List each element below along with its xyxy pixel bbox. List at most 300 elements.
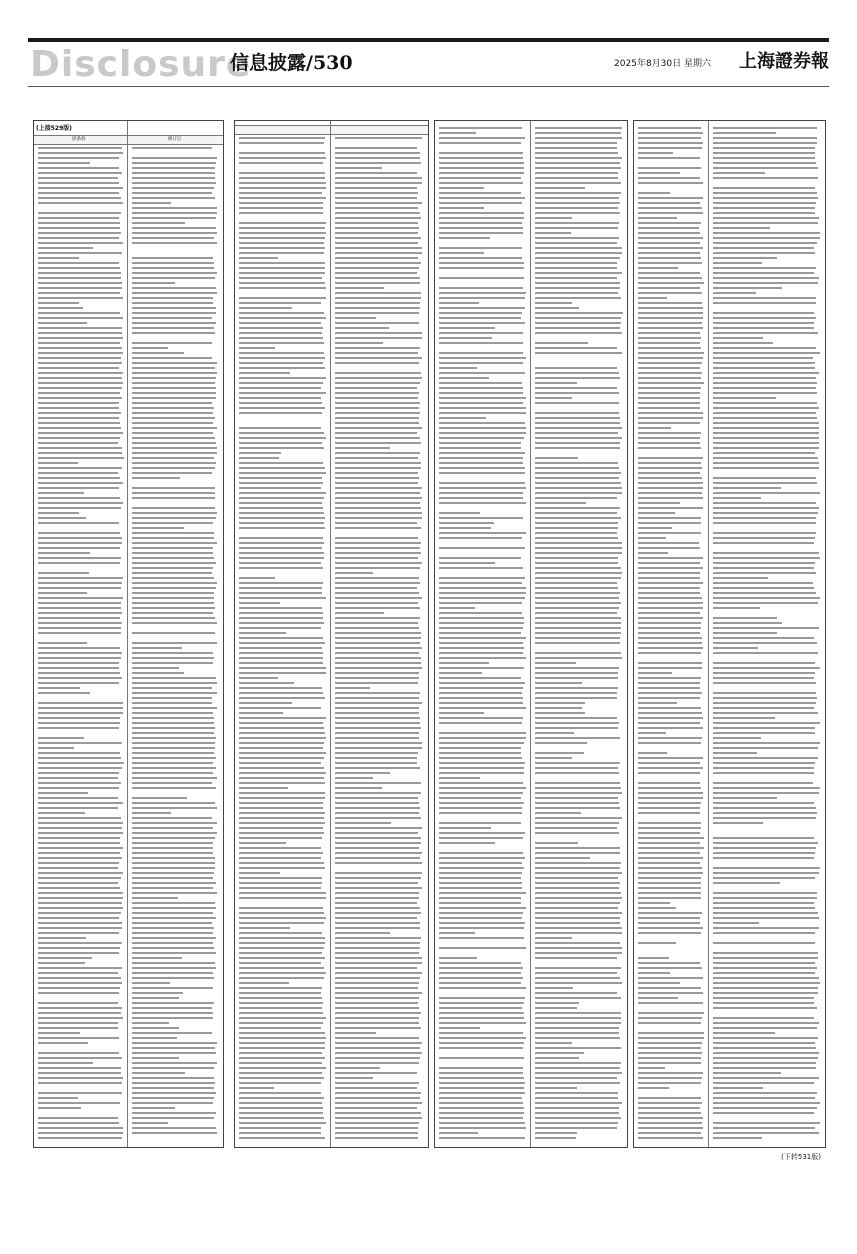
text-line [535, 757, 572, 759]
text-line [535, 332, 622, 334]
text-line [535, 157, 622, 159]
text-line [335, 167, 382, 169]
text-line [535, 1037, 620, 1039]
text-line [713, 1117, 821, 1119]
text-line [132, 332, 215, 334]
text-line [439, 162, 524, 164]
text-line [439, 812, 522, 814]
text-line [38, 332, 122, 334]
text-line [439, 387, 523, 389]
text-line [439, 302, 479, 304]
text-line [239, 537, 323, 539]
text-line [713, 797, 777, 799]
text-line [439, 412, 526, 414]
text-line [439, 377, 489, 379]
text-line [335, 522, 417, 524]
text-line [132, 727, 215, 729]
text-line [335, 937, 421, 939]
text-line [239, 467, 325, 469]
text-line [638, 927, 703, 929]
text-line [132, 402, 212, 404]
text-line [239, 197, 326, 199]
text-line [38, 157, 119, 159]
text-line [713, 347, 816, 349]
text-line [38, 702, 123, 704]
text-line [239, 767, 324, 769]
text-line [439, 1137, 525, 1139]
text-line [535, 1132, 577, 1134]
text-line [439, 587, 526, 589]
text-line [713, 742, 820, 744]
text-line [38, 757, 121, 759]
text-line [38, 487, 119, 489]
text-line [239, 222, 326, 224]
text-line [132, 782, 212, 784]
text-line [132, 272, 217, 274]
text-line [38, 507, 121, 509]
text-line [239, 352, 324, 354]
text-line [713, 737, 761, 739]
text-line [638, 527, 672, 529]
text-line [713, 642, 817, 644]
text-line [335, 232, 418, 234]
text-line [535, 662, 576, 664]
text-line [239, 697, 325, 699]
text-line [638, 1102, 702, 1104]
text-line [38, 1057, 122, 1059]
text-line [132, 222, 185, 224]
text-line [239, 567, 323, 569]
text-line [439, 217, 524, 219]
text-line [713, 707, 814, 709]
text-line [439, 792, 523, 794]
table-column-divider [708, 121, 709, 1147]
text-line [239, 557, 324, 559]
text-line [239, 357, 325, 359]
text-line [38, 427, 121, 429]
text-line [38, 1082, 122, 1084]
text-line [535, 397, 572, 399]
text-line [132, 617, 215, 619]
text-line [38, 587, 121, 589]
text-line [38, 517, 86, 519]
text-line [713, 682, 816, 684]
text-line [239, 582, 323, 584]
text-line [38, 402, 119, 404]
text-line [38, 472, 118, 474]
text-line [439, 742, 524, 744]
text-line [239, 647, 322, 649]
text-line [535, 542, 622, 544]
text-line [239, 932, 322, 934]
text-line [38, 302, 79, 304]
text-line [535, 592, 620, 594]
text-line [713, 657, 821, 659]
text-line [132, 567, 213, 569]
text-line [638, 362, 702, 364]
text-line [638, 512, 675, 514]
text-line [38, 882, 118, 884]
text-line [439, 947, 526, 949]
text-line [439, 657, 526, 659]
text-line [132, 452, 217, 454]
text-line [713, 232, 820, 234]
text-line [535, 977, 620, 979]
text-line [132, 967, 216, 969]
text-line [713, 362, 815, 364]
text-line [239, 1037, 326, 1039]
text-line [439, 482, 525, 484]
text-line [439, 907, 526, 909]
text-line [713, 262, 762, 264]
text-line [535, 572, 622, 574]
text-line [439, 962, 521, 964]
text-line [638, 672, 672, 674]
text-line [713, 552, 819, 554]
text-line [335, 482, 418, 484]
text-line [439, 632, 521, 634]
text-line [335, 747, 422, 749]
text-line [132, 482, 218, 484]
text-line [132, 872, 214, 874]
text-line [439, 757, 522, 759]
text-line [335, 467, 421, 469]
text-line [38, 1007, 122, 1009]
text-line [713, 692, 816, 694]
text-line [239, 497, 324, 499]
text-line [638, 932, 701, 934]
text-line [335, 1067, 380, 1069]
text-line [239, 1007, 322, 1009]
text-line [439, 1002, 524, 1004]
text-line [713, 397, 776, 399]
text-line [132, 862, 215, 864]
text-line [638, 1137, 703, 1139]
text-line [38, 857, 122, 859]
text-line [638, 727, 703, 729]
text-line [335, 257, 418, 259]
text-line [335, 1027, 421, 1029]
text-line [335, 557, 418, 559]
text-line [713, 872, 819, 874]
text-line [38, 762, 124, 764]
text-line [335, 802, 419, 804]
text-line [439, 342, 523, 344]
text-line [439, 647, 524, 649]
text-line [535, 577, 621, 579]
text-line [713, 917, 819, 919]
text-line [535, 747, 623, 749]
text-line [239, 407, 325, 409]
text-line [638, 232, 700, 234]
text-line [239, 672, 326, 674]
text-line [38, 887, 120, 889]
text-line [239, 957, 325, 959]
text-line [132, 342, 212, 344]
text-line [535, 432, 618, 434]
text-line [713, 747, 818, 749]
text-line [239, 1002, 323, 1004]
text-line [132, 397, 216, 399]
text-line [38, 792, 88, 794]
text-line [638, 222, 701, 224]
text-line [132, 327, 214, 329]
text-line [335, 1002, 418, 1004]
text-line [713, 922, 759, 924]
text-line [535, 492, 622, 494]
text-line [535, 437, 622, 439]
text-line [239, 432, 324, 434]
text-line [38, 747, 74, 749]
text-line [132, 257, 213, 259]
text-line [132, 347, 168, 349]
text-line [535, 812, 581, 814]
text-line [638, 737, 702, 739]
text-line [439, 1107, 524, 1109]
text-line [439, 232, 523, 234]
text-line [38, 877, 121, 879]
text-line [638, 972, 670, 974]
text-line [335, 1077, 373, 1079]
text-line [132, 1107, 175, 1109]
text-line [335, 452, 420, 454]
text-line [638, 802, 701, 804]
text-line [132, 557, 214, 559]
text-line [239, 827, 323, 829]
text-line [38, 1112, 124, 1114]
text-line [38, 672, 120, 674]
text-line [335, 702, 422, 704]
text-line [335, 562, 422, 564]
text-line [335, 822, 391, 824]
text-line [535, 1097, 618, 1099]
text-line [239, 192, 322, 194]
text-line [38, 662, 119, 664]
text-line [535, 287, 620, 289]
text-line [239, 547, 322, 549]
text-line [132, 197, 215, 199]
text-line [439, 952, 527, 954]
text-line [335, 737, 419, 739]
text-line [713, 792, 819, 794]
text-line [713, 1137, 762, 1139]
text-line [638, 817, 704, 819]
text-line [132, 1047, 215, 1049]
text-line [132, 852, 213, 854]
text-line [713, 1022, 819, 1024]
text-line [713, 932, 815, 934]
text-line [638, 657, 704, 659]
text-line [638, 717, 703, 719]
text-line [439, 442, 521, 444]
text-line [38, 697, 124, 699]
text-line [439, 382, 522, 384]
text-line [535, 127, 622, 129]
text-line [439, 582, 522, 584]
text-line [335, 897, 419, 899]
text-line [132, 1127, 216, 1129]
text-line [239, 187, 326, 189]
text-line [239, 847, 321, 849]
text-line [335, 1107, 417, 1109]
text-line [132, 932, 213, 934]
text-line [239, 417, 327, 419]
text-line [335, 782, 421, 784]
text-line [638, 1122, 702, 1124]
table-header-band [235, 125, 428, 135]
text-line [535, 1032, 619, 1034]
text-line [132, 262, 214, 264]
text-line [439, 362, 523, 364]
text-line [38, 682, 119, 684]
text-line [38, 852, 120, 854]
text-line [713, 217, 819, 219]
text-line [132, 692, 217, 694]
text-line [439, 247, 522, 249]
text-line [335, 927, 420, 929]
text-line [38, 592, 87, 594]
text-line [638, 537, 666, 539]
text-line [713, 287, 782, 289]
text-line [535, 667, 619, 669]
text-line [38, 912, 121, 914]
text-line [239, 452, 281, 454]
text-line [713, 1037, 818, 1039]
text-line [638, 532, 701, 534]
text-line [38, 422, 120, 424]
text-line [713, 1032, 775, 1034]
text-line [239, 652, 323, 654]
text-line [335, 1127, 418, 1129]
text-line [38, 547, 120, 549]
text-line [638, 857, 703, 859]
text-line [713, 992, 818, 994]
text-line [713, 927, 819, 929]
text-line [713, 882, 780, 884]
text-line [132, 1022, 169, 1024]
text-line [439, 222, 522, 224]
text-line [132, 407, 214, 409]
text-line [239, 1027, 321, 1029]
text-line [535, 957, 617, 959]
text-line [638, 517, 701, 519]
text-line [132, 1137, 218, 1139]
text-line [638, 272, 700, 274]
text-line [439, 712, 484, 714]
text-line [335, 807, 420, 809]
text-line [535, 477, 619, 479]
text-line [335, 812, 419, 814]
text-line [132, 822, 217, 824]
text-line [239, 997, 322, 999]
text-line [713, 512, 818, 514]
text-line [713, 327, 814, 329]
text-line [132, 627, 218, 629]
text-line [239, 747, 323, 749]
text-line [713, 542, 814, 544]
text-line [335, 392, 419, 394]
text-line [713, 987, 818, 989]
text-line [335, 527, 421, 529]
text-line [638, 1027, 704, 1029]
text-line [713, 547, 821, 549]
text-line [439, 802, 524, 804]
text-line [713, 802, 814, 804]
text-line [535, 167, 621, 169]
text-line [132, 157, 217, 159]
text-line [713, 322, 814, 324]
text-line [38, 1047, 124, 1049]
text-line [38, 437, 120, 439]
text-line [535, 1087, 577, 1089]
text-line [38, 822, 123, 824]
text-line [335, 422, 419, 424]
text-line [638, 1067, 665, 1069]
text-line [335, 1047, 420, 1049]
text-line [638, 522, 701, 524]
text-line [535, 457, 578, 459]
text-line [439, 512, 480, 514]
text-line [439, 267, 524, 269]
text-line [38, 862, 119, 864]
text-line [335, 757, 417, 759]
text-line [38, 482, 123, 484]
text-line [535, 1137, 576, 1139]
text-line [439, 457, 523, 459]
text-line [713, 867, 820, 869]
text-line [439, 782, 523, 784]
text-line [239, 437, 326, 439]
text-line [439, 852, 523, 854]
text-line [535, 227, 618, 229]
text-line [713, 632, 777, 634]
text-line [713, 712, 818, 714]
text-line [439, 327, 495, 329]
text-line [535, 737, 620, 739]
text-line [439, 1042, 524, 1044]
text-line [38, 387, 122, 389]
text-line [335, 837, 421, 839]
text-line [535, 987, 573, 989]
text-line [132, 637, 218, 639]
text-line [535, 802, 619, 804]
text-line [439, 697, 523, 699]
text-line [638, 807, 700, 809]
text-line [239, 1057, 325, 1059]
text-line [713, 312, 814, 314]
text-line [535, 917, 620, 919]
text-line [335, 752, 418, 754]
text-line [239, 992, 321, 994]
text-line [713, 762, 815, 764]
text-line [132, 417, 215, 419]
text-line [638, 397, 700, 399]
text-line [132, 182, 216, 184]
text-line [132, 447, 217, 449]
text-line [638, 782, 700, 784]
text-line [713, 142, 817, 144]
text-line [239, 1122, 326, 1124]
text-line [713, 237, 820, 239]
text-line [439, 652, 523, 654]
text-line [132, 237, 214, 239]
text-line [535, 697, 617, 699]
text-line [239, 717, 326, 719]
text-line [638, 967, 702, 969]
text-line [638, 742, 701, 744]
text-line [439, 167, 524, 169]
text-line [38, 767, 122, 769]
